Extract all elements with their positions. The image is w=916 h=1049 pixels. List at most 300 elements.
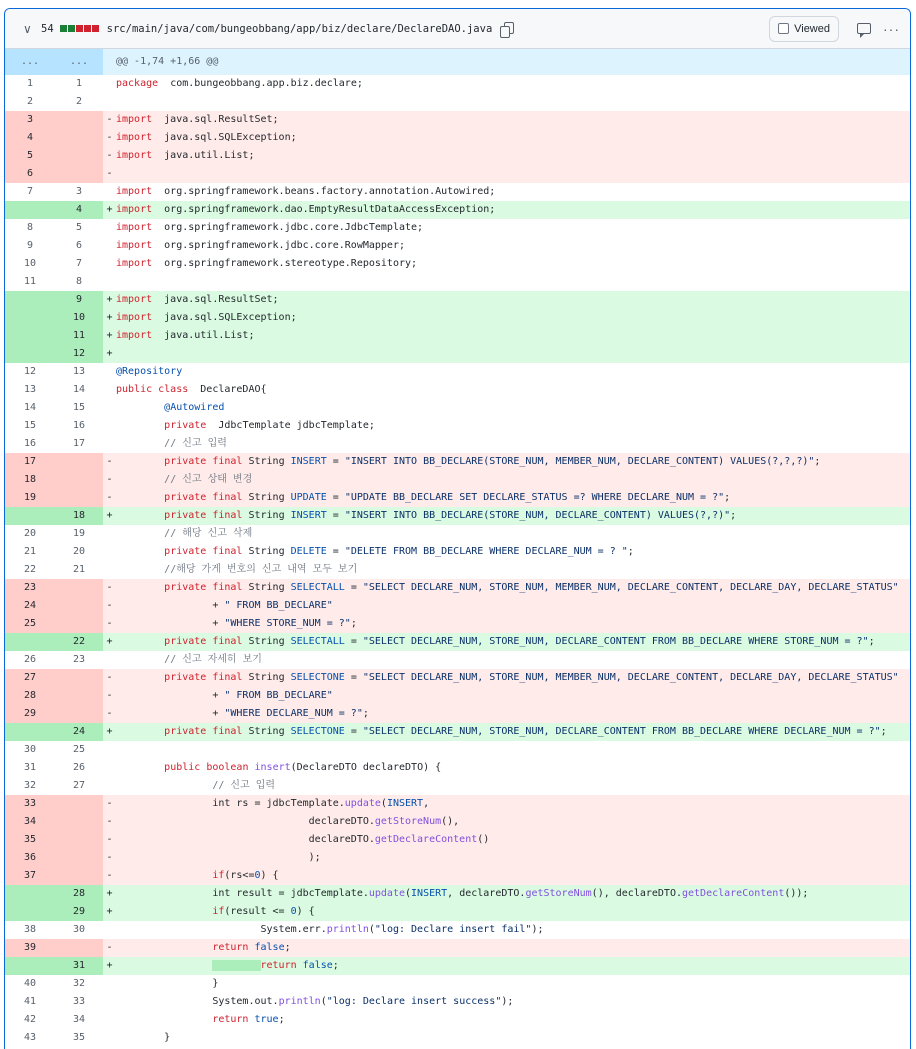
new-line-number[interactable]: 20 — [72, 546, 86, 557]
new-line-number[interactable]: 13 — [72, 366, 86, 377]
code-token: import — [116, 132, 153, 143]
code-token: boolean — [206, 762, 249, 773]
code-token: ; — [284, 942, 291, 953]
deleted-line — [5, 597, 910, 615]
code-token: ; — [880, 726, 887, 737]
code-token: org.springframework.beans.factory.annotation.Autowired; — [152, 186, 496, 197]
code-token: ; — [724, 492, 731, 503]
diff-sign — [103, 741, 116, 759]
code-token: ; — [278, 1014, 285, 1025]
new-line-number[interactable]: 11 — [55, 327, 103, 345]
code-token: getDeclareContent — [374, 834, 478, 845]
old-line-number[interactable] — [5, 345, 55, 363]
chevron-down-icon[interactable]: ∨ — [23, 21, 32, 36]
context-line — [5, 75, 910, 93]
code-token: INSERT — [290, 456, 327, 467]
viewed-label: Viewed — [794, 22, 830, 35]
new-line-number[interactable]: 34 — [72, 1014, 86, 1025]
code-token: // 신고 입력 — [164, 438, 227, 449]
code-token: private final — [164, 456, 243, 467]
new-line-number[interactable] — [55, 111, 103, 129]
code-token — [116, 942, 212, 953]
old-line-number[interactable] — [5, 957, 55, 975]
context-line — [5, 255, 910, 273]
new-line-number[interactable]: 24 — [55, 723, 103, 741]
code-token: (result <= — [224, 906, 291, 917]
new-line-number[interactable] — [55, 939, 103, 957]
new-line-number[interactable]: 6 — [75, 240, 83, 251]
new-line-number[interactable]: 5 — [75, 222, 83, 233]
new-line-number[interactable]: 9 — [55, 291, 103, 309]
diff-sign: - — [106, 456, 113, 467]
code-token: "INSERT INTO BB_DECLARE(STORE_NUM, DECLARE_CONTENT) VALUES(?,?)" — [344, 510, 731, 521]
old-line-number[interactable] — [5, 633, 55, 651]
expand-down-button[interactable]: ... — [55, 49, 103, 75]
expand-up-button[interactable]: ... — [5, 49, 55, 75]
new-line-number[interactable]: 17 — [72, 438, 86, 449]
old-line-number[interactable]: 10 — [23, 258, 37, 269]
new-line-number[interactable]: 2 — [75, 96, 83, 107]
code-token: java.sql.ResultSet; — [152, 294, 279, 305]
old-line-number[interactable]: 3 — [5, 111, 55, 129]
new-line-number[interactable] — [55, 165, 103, 183]
code-token: + — [116, 690, 225, 701]
old-line-number[interactable]: 31 — [23, 762, 37, 773]
diff-sign: + — [106, 510, 113, 521]
code-token: String — [242, 456, 291, 467]
diff-sign: - — [106, 690, 113, 701]
code-text — [116, 1029, 910, 1047]
old-line-number[interactable]: 41 — [23, 996, 37, 1007]
code-token: getStoreNum — [374, 816, 442, 827]
deleted-line — [5, 687, 910, 705]
code-token: return — [212, 1014, 249, 1025]
code-token: declareDTO. — [116, 834, 375, 845]
code-text — [116, 237, 910, 255]
code-token: import — [116, 186, 153, 197]
old-line-number[interactable]: 9 — [26, 240, 34, 251]
old-line-number[interactable]: 13 — [23, 384, 37, 395]
old-line-number[interactable]: 1 — [26, 78, 34, 89]
context-line — [5, 219, 910, 237]
code-text — [116, 813, 910, 831]
old-line-number[interactable]: 20 — [23, 528, 37, 539]
code-token: ()); — [784, 888, 809, 899]
old-line-number[interactable]: 38 — [23, 924, 37, 935]
old-line-number[interactable]: 11 — [23, 276, 37, 287]
old-line-number[interactable]: 28 — [5, 687, 55, 705]
context-line — [5, 363, 910, 381]
context-line — [5, 777, 910, 795]
context-line — [5, 93, 910, 111]
code-token — [116, 762, 164, 773]
diff-sign: - — [106, 672, 113, 683]
diff-sign: + — [106, 636, 113, 647]
new-line-number[interactable]: 10 — [55, 309, 103, 327]
code-text — [116, 309, 910, 327]
diff-sign: - — [106, 942, 113, 953]
code-token: (), — [441, 816, 460, 827]
code-token: private final — [164, 510, 243, 521]
new-line-number[interactable]: 4 — [55, 201, 103, 219]
diff-sign — [103, 237, 116, 255]
new-line-number[interactable]: 3 — [75, 186, 83, 197]
old-line-number[interactable]: 7 — [26, 186, 34, 197]
new-line-number[interactable]: 22 — [55, 633, 103, 651]
code-token — [116, 582, 164, 593]
code-text — [116, 885, 910, 903]
new-line-number[interactable]: 26 — [72, 762, 86, 773]
diff-sign: + — [106, 312, 113, 323]
diff-sign — [103, 777, 116, 795]
kebab-menu-icon[interactable]: ··· — [883, 20, 900, 37]
deleted-line — [5, 615, 910, 633]
old-line-number[interactable] — [5, 201, 55, 219]
code-text — [116, 147, 910, 165]
code-text — [116, 201, 910, 219]
deleted-line — [5, 129, 910, 147]
code-token: import — [116, 294, 153, 305]
diff-sign: + — [106, 330, 113, 341]
code-token: ) { — [260, 870, 279, 881]
new-line-number[interactable] — [55, 579, 103, 597]
code-token: java.sql.SQLException; — [152, 312, 297, 323]
code-token: //해당 가게 번호의 신고 내역 모두 보기 — [164, 564, 358, 575]
code-token: private final — [164, 546, 243, 557]
new-line-number[interactable]: 19 — [72, 528, 86, 539]
old-line-number[interactable]: 21 — [23, 546, 37, 557]
code-text — [116, 291, 910, 309]
old-line-number[interactable]: 33 — [5, 795, 55, 813]
code-token: private — [164, 420, 207, 431]
deleted-line — [5, 669, 910, 687]
old-line-number[interactable] — [5, 885, 55, 903]
context-line — [5, 237, 910, 255]
code-text — [116, 345, 910, 363]
deleted-line — [5, 489, 910, 507]
code-token: update — [344, 798, 381, 809]
diff-sign: - — [106, 870, 113, 881]
context-line — [5, 417, 910, 435]
new-line-number[interactable] — [55, 129, 103, 147]
new-line-number[interactable]: 18 — [55, 507, 103, 525]
new-line-number[interactable]: 15 — [72, 402, 86, 413]
added-line — [5, 327, 910, 345]
code-text — [116, 453, 910, 471]
diff-sign — [103, 399, 116, 417]
old-line-number[interactable]: 39 — [5, 939, 55, 957]
diff-sign: + — [106, 348, 113, 359]
old-line-number[interactable]: 17 — [5, 453, 55, 471]
code-token: import — [116, 312, 153, 323]
new-line-number[interactable]: 23 — [72, 654, 86, 665]
old-line-number[interactable]: 35 — [5, 831, 55, 849]
code-token: (DeclareDTO declareDTO) { — [290, 762, 442, 773]
code-token: "log: Declare insert fail" — [374, 924, 532, 935]
context-line — [5, 525, 910, 543]
new-line-number[interactable] — [55, 795, 103, 813]
new-line-number[interactable]: 27 — [72, 780, 86, 791]
code-token: org.springframework.jdbc.core.JdbcTemplate; — [152, 222, 424, 233]
code-token — [116, 564, 164, 575]
old-line-number[interactable]: 18 — [5, 471, 55, 489]
diff-sign — [103, 543, 116, 561]
code-token: } — [116, 978, 219, 989]
code-token — [116, 456, 164, 467]
diff-sign — [103, 993, 116, 1011]
added-line — [5, 309, 910, 327]
diff-sign: - — [106, 582, 113, 593]
code-text — [116, 525, 910, 543]
new-line-number[interactable] — [55, 453, 103, 471]
code-token — [116, 492, 164, 503]
old-line-number[interactable] — [5, 723, 55, 741]
context-line — [5, 543, 910, 561]
code-token — [116, 726, 164, 737]
code-token: return — [212, 942, 249, 953]
code-token: ; — [814, 456, 821, 467]
old-line-number[interactable]: 34 — [5, 813, 55, 831]
code-text — [116, 579, 910, 597]
old-line-number[interactable]: 29 — [5, 705, 55, 723]
diff-sign: - — [106, 132, 113, 143]
code-token: "WHERE DECLARE_NUM = ?" — [224, 708, 363, 719]
new-line-number[interactable] — [55, 471, 103, 489]
code-text — [116, 489, 910, 507]
diff-sign: + — [106, 294, 113, 305]
code-token: // 해당 신고 삭제 — [164, 528, 253, 539]
code-token: false — [254, 942, 285, 953]
code-token: ; — [332, 960, 339, 971]
old-line-number[interactable]: 30 — [23, 744, 37, 755]
code-token: INSERT — [411, 888, 448, 899]
deleted-line — [5, 813, 910, 831]
code-text — [116, 1011, 910, 1029]
old-line-number[interactable]: 24 — [5, 597, 55, 615]
new-line-number[interactable]: 33 — [72, 996, 86, 1007]
old-line-number[interactable] — [5, 507, 55, 525]
deleted-line — [5, 147, 910, 165]
new-line-number[interactable]: 28 — [55, 885, 103, 903]
old-line-number[interactable]: 6 — [5, 165, 55, 183]
new-line-number[interactable] — [55, 489, 103, 507]
code-text — [116, 273, 910, 291]
new-line-number[interactable]: 29 — [55, 903, 103, 921]
code-token: = — [344, 582, 363, 593]
new-line-number[interactable] — [55, 597, 103, 615]
comment-icon[interactable] — [857, 23, 871, 34]
code-token: ) { — [296, 906, 315, 917]
code-text — [116, 993, 910, 1011]
code-token — [116, 474, 164, 485]
old-line-number[interactable]: 14 — [23, 402, 37, 413]
old-line-number[interactable] — [5, 291, 55, 309]
diffstat-square — [76, 25, 83, 32]
new-line-number[interactable]: 25 — [72, 744, 86, 755]
file-path[interactable]: src/main/java/com/bungeobbang/app/biz/declare/DeclareDAO.java — [106, 22, 493, 35]
code-text — [116, 651, 910, 669]
old-line-number[interactable]: 23 — [5, 579, 55, 597]
old-line-number[interactable]: 8 — [26, 222, 34, 233]
new-line-number[interactable]: 8 — [75, 276, 83, 287]
new-line-number[interactable]: 30 — [72, 924, 86, 935]
code-text — [116, 957, 910, 975]
old-line-number[interactable]: 26 — [23, 654, 37, 665]
code-token: "log: Declare insert success" — [326, 996, 502, 1007]
code-token: "SELECT DECLARE_NUM, STORE_NUM, DECLARE_CONTENT FROM BB_DECLARE WHERE STORE_NUM = ?" — [362, 636, 869, 647]
code-token: 0 — [254, 870, 261, 881]
code-token: ); — [531, 924, 544, 935]
code-text — [116, 795, 910, 813]
file-header — [5, 9, 910, 49]
code-token: java.util.List; — [152, 150, 255, 161]
new-line-number[interactable]: 14 — [72, 384, 86, 395]
new-line-number[interactable]: 21 — [72, 564, 86, 575]
code-text — [116, 129, 910, 147]
old-line-number[interactable]: 42 — [23, 1014, 37, 1025]
new-line-number[interactable]: 7 — [75, 258, 83, 269]
new-line-number[interactable] — [55, 669, 103, 687]
code-token: "SELECT DECLARE_NUM, STORE_NUM, MEMBER_NUM, DECLARE_CONTENT, DECLARE_DAY, DECLARE_STATUS" — [362, 582, 899, 593]
code-token: () — [477, 834, 490, 845]
code-text — [116, 777, 910, 795]
new-line-number[interactable]: 35 — [72, 1032, 86, 1043]
new-line-number[interactable] — [55, 147, 103, 165]
code-token: java.sql.ResultSet; — [152, 114, 279, 125]
hunk-text: @@ -1,74 +1,66 @@ — [116, 56, 219, 67]
diff-sign — [103, 417, 116, 435]
old-line-number[interactable]: 32 — [23, 780, 37, 791]
code-token: "DELETE FROM BB_DECLARE WHERE DECLARE_NUM = ? " — [344, 546, 628, 557]
old-line-number[interactable]: 43 — [23, 1032, 37, 1043]
diff-sign — [103, 255, 116, 273]
new-line-number[interactable] — [55, 867, 103, 885]
code-text — [116, 759, 910, 777]
new-line-number[interactable] — [55, 687, 103, 705]
new-line-number[interactable]: 1 — [75, 78, 83, 89]
new-line-number[interactable] — [55, 849, 103, 867]
old-line-number[interactable]: 2 — [26, 96, 34, 107]
new-line-number[interactable]: 32 — [72, 978, 86, 989]
code-token: private final — [164, 672, 243, 683]
code-token: "WHERE STORE_NUM = ?" — [224, 618, 351, 629]
copy-icon[interactable] — [500, 22, 514, 36]
code-token: java.sql.SQLException; — [152, 132, 297, 143]
diff-sign: + — [106, 960, 113, 971]
diff-sign — [103, 525, 116, 543]
new-line-number[interactable]: 31 — [55, 957, 103, 975]
code-text — [116, 633, 910, 651]
code-token: import — [116, 150, 153, 161]
code-token: SELECTALL — [290, 636, 345, 647]
diffstat-square — [68, 25, 75, 32]
code-token: ; — [730, 510, 737, 521]
old-line-number[interactable]: 16 — [23, 438, 37, 449]
code-token — [116, 636, 164, 647]
old-line-number[interactable]: 5 — [5, 147, 55, 165]
code-token: // 신고 입력 — [212, 780, 276, 791]
new-line-number[interactable] — [55, 831, 103, 849]
code-text — [116, 903, 910, 921]
deleted-line — [5, 111, 910, 129]
old-line-number[interactable]: 19 — [5, 489, 55, 507]
code-token: org.springframework.dao.EmptyResultDataAccessException; — [152, 204, 496, 215]
code-token: System.err. — [116, 924, 327, 935]
context-line — [5, 1029, 910, 1047]
context-line — [5, 1011, 910, 1029]
code-text — [116, 399, 910, 417]
code-token: println — [278, 996, 321, 1007]
diffstat-square — [60, 25, 67, 32]
code-token: int result = jdbcTemplate. — [116, 888, 369, 899]
old-line-number[interactable]: 4 — [5, 129, 55, 147]
new-line-number[interactable] — [55, 813, 103, 831]
code-token: ; — [362, 708, 369, 719]
code-token: import — [116, 204, 153, 215]
old-line-number[interactable]: 37 — [5, 867, 55, 885]
code-token: if — [212, 870, 225, 881]
code-token: DeclareDAO{ — [188, 384, 267, 395]
old-line-number[interactable]: 25 — [5, 615, 55, 633]
code-token — [212, 960, 260, 971]
diff-file-panel — [4, 8, 911, 1049]
code-token: println — [326, 924, 369, 935]
old-line-number[interactable]: 22 — [23, 564, 37, 575]
old-line-number[interactable] — [5, 327, 55, 345]
diff-sign — [103, 93, 116, 111]
code-token: import — [116, 240, 153, 251]
old-line-number[interactable] — [5, 903, 55, 921]
context-line — [5, 273, 910, 291]
added-line — [5, 201, 910, 219]
viewed-checkbox[interactable] — [769, 16, 839, 42]
old-line-number[interactable]: 40 — [23, 978, 37, 989]
code-token: import — [116, 330, 153, 341]
checkbox-icon[interactable] — [778, 23, 789, 34]
code-token: (rs<= — [224, 870, 255, 881]
code-token — [116, 870, 212, 881]
old-line-number[interactable]: 36 — [5, 849, 55, 867]
code-text — [116, 75, 910, 93]
new-line-number[interactable]: 12 — [55, 345, 103, 363]
context-line — [5, 993, 910, 1011]
code-token: import — [116, 222, 153, 233]
added-line — [5, 885, 910, 903]
code-token: String — [242, 636, 291, 647]
old-line-number[interactable] — [5, 309, 55, 327]
diff-sign — [103, 183, 116, 201]
code-token: " FROM BB_DECLARE" — [224, 600, 333, 611]
diff-sign: - — [106, 798, 113, 809]
added-line — [5, 633, 910, 651]
new-line-number[interactable]: 16 — [72, 420, 86, 431]
new-line-number[interactable] — [55, 705, 103, 723]
hunk-header — [5, 49, 910, 75]
old-line-number[interactable]: 15 — [23, 420, 37, 431]
code-token: int rs = jdbcTemplate. — [116, 798, 345, 809]
old-line-number[interactable]: 27 — [5, 669, 55, 687]
new-line-number[interactable] — [55, 615, 103, 633]
context-line — [5, 651, 910, 669]
diff-sign — [103, 273, 116, 291]
code-token — [116, 1014, 212, 1025]
code-text — [116, 471, 910, 489]
code-token: = — [326, 492, 345, 503]
old-line-number[interactable]: 12 — [23, 366, 37, 377]
code-text — [116, 435, 910, 453]
deleted-line — [5, 705, 910, 723]
diff-sign: + — [106, 726, 113, 737]
